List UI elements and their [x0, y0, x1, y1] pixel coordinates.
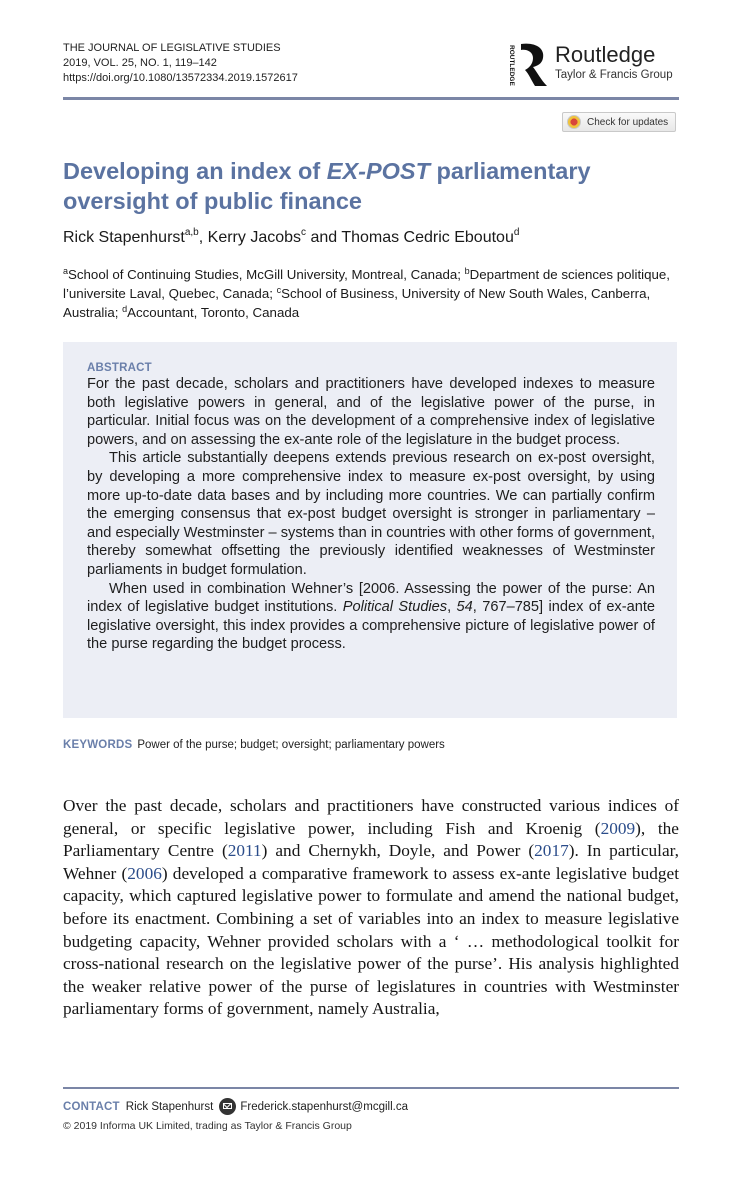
affiliations [63, 265, 683, 322]
author-list [63, 229, 519, 247]
author-affil-mark: a,b [184, 227, 199, 238]
citation-link[interactable]: 2006 [127, 863, 162, 883]
abstract-heading: ABSTRACT [87, 362, 152, 374]
author-affil-mark: c [301, 227, 307, 238]
header-divider [63, 97, 679, 100]
abstract-journal-name: Political Studies [342, 599, 448, 616]
body-text-segment: ), the Parliamentary Centre ( [63, 818, 679, 861]
author-separator: and [306, 229, 342, 246]
affil-text: Department de sciences politique, l’universite Laval, Quebec, Canada; [63, 267, 670, 301]
citation-link[interactable]: 2009 [600, 818, 636, 838]
email-icon [219, 1098, 236, 1115]
body-paragraph [63, 795, 679, 1021]
body-text-segment: ) developed a comparative framework to assess ex-ante legislative budget capacity, which captured legislative power to formulate and amend the national budget, before its enactment. Combining a set of variables into an index to measure legislative budgeting capacity, Wehner provided scholars with a ‘ … methodological toolkit for cross-national research on the legislative power of the purse’. His analysis highlighted the weaker relative power of the purse of legislatures in countries with Westminster parliamentary forms of government, namely Australia, [63, 863, 679, 1019]
journal-doi-link[interactable]: https://doi.org/10.1080/13572334.2019.1572617 [63, 72, 298, 84]
author-separator: , [198, 229, 208, 246]
journal-issue: 2019, VOL. 25, NO. 1, 119–142 [63, 57, 217, 69]
title-text-1: Developing an index of [63, 158, 327, 184]
body-text-segment: ) and Chernykh, Doyle, and Power ( [261, 841, 535, 861]
body-text [63, 795, 679, 1021]
affil-mark: c [276, 285, 282, 295]
title-text-italic: EX-POST [326, 158, 430, 184]
author-name[interactable]: Kerry Jacobs [207, 229, 302, 246]
logo-vertical-text: ROUTLEDGE [508, 45, 515, 86]
article-title [63, 156, 683, 216]
abstract-body [87, 375, 655, 654]
abstract-paragraph: This article substantially deepens extends previous research on ex-post oversight, by developing a more comprehensive index to measure ex-post oversight, by using more up-to-date data bases and by including more countries. We can partially confirm the emerging consensus that ex-post budget oversight is stronger in parliamentary – and especially Westminster – systems than in countries with other forms of government, thereby somewhat offsetting the previously identified weaknesses of Westminster parliaments in budget formulation. [87, 450, 655, 578]
crossmark-icon [567, 115, 581, 129]
affil-text: Accountant, Toronto, Canada [127, 305, 300, 320]
affil-text: School of Business, University of New South Wales, Canberra, Australia; [63, 286, 651, 320]
affil-mark: b [464, 266, 470, 276]
title-text-2: parliamentary oversight of public finance [63, 158, 591, 214]
body-text-segment: ). In particular, Wehner ( [63, 841, 679, 883]
affil-text: School of Continuing Studies, McGill University, Montreal, Canada; [68, 267, 465, 282]
publisher-name: Routledge [555, 42, 656, 67]
citation-link[interactable]: 2017 [534, 841, 569, 861]
abstract-paragraph: For the past decade, scholars and practitioners have developed indexes to measure both legislative powers in general, and of the legislative power of the purse, in particular. Initial focus was on the development of a comprehensive index of legislative powers, and on assessing the ex-ante role of the legislature in the budget process. [87, 376, 655, 448]
author-name[interactable]: Thomas Cedric Eboutou [341, 229, 514, 246]
author-affil-mark: d [513, 227, 520, 238]
publisher-group: Taylor & Francis Group [555, 69, 673, 81]
publisher-logo[interactable] [505, 42, 685, 88]
keywords-label: KEYWORDS [63, 739, 133, 751]
body-text-segment: Over the past decade, scholars and practitioners have constructed various indices of general, or specific legislative power, including Fish and Kroenig ( [63, 796, 679, 838]
abstract-text: , [447, 599, 457, 616]
check-for-updates-button[interactable] [562, 112, 676, 132]
contact-name: Rick Stapenhurst [125, 1100, 214, 1113]
journal-meta [63, 41, 298, 86]
keywords [63, 739, 445, 751]
contact-label: CONTACT [63, 1100, 120, 1113]
footer-divider [63, 1087, 679, 1089]
contact-email-link[interactable]: Frederick.stapenhurst@mcgill.ca [240, 1100, 408, 1113]
check-for-updates-label: Check for updates [587, 116, 669, 128]
abstract-text: When used in combination Wehner’s [2006. Assessing the power of the purse: An index of legislative budget institutions. [87, 580, 655, 616]
affil-mark: a [63, 266, 69, 276]
abstract-volume: 54 [456, 599, 473, 616]
journal-name: THE JOURNAL OF LEGISLATIVE STUDIES [63, 42, 281, 54]
abstract-box [63, 342, 677, 718]
routledge-logo-icon [505, 42, 549, 88]
citation-link[interactable]: 2011 [227, 841, 262, 861]
affil-mark: d [122, 304, 128, 314]
author-name[interactable]: Rick Stapenhurst [63, 229, 185, 246]
copyright: © 2019 Informa UK Limited, trading as Taylor & Francis Group [63, 1120, 352, 1132]
abstract-text: , 767–785] index of ex-ante legislative oversight, this index provides a comprehensive picture of legislative power of the purse regarding the budget process. [87, 599, 655, 653]
abstract-paragraph [87, 580, 655, 654]
contact-line [63, 1098, 408, 1115]
keywords-text: Power of the purse; budget; oversight; parliamentary powers [137, 739, 445, 751]
